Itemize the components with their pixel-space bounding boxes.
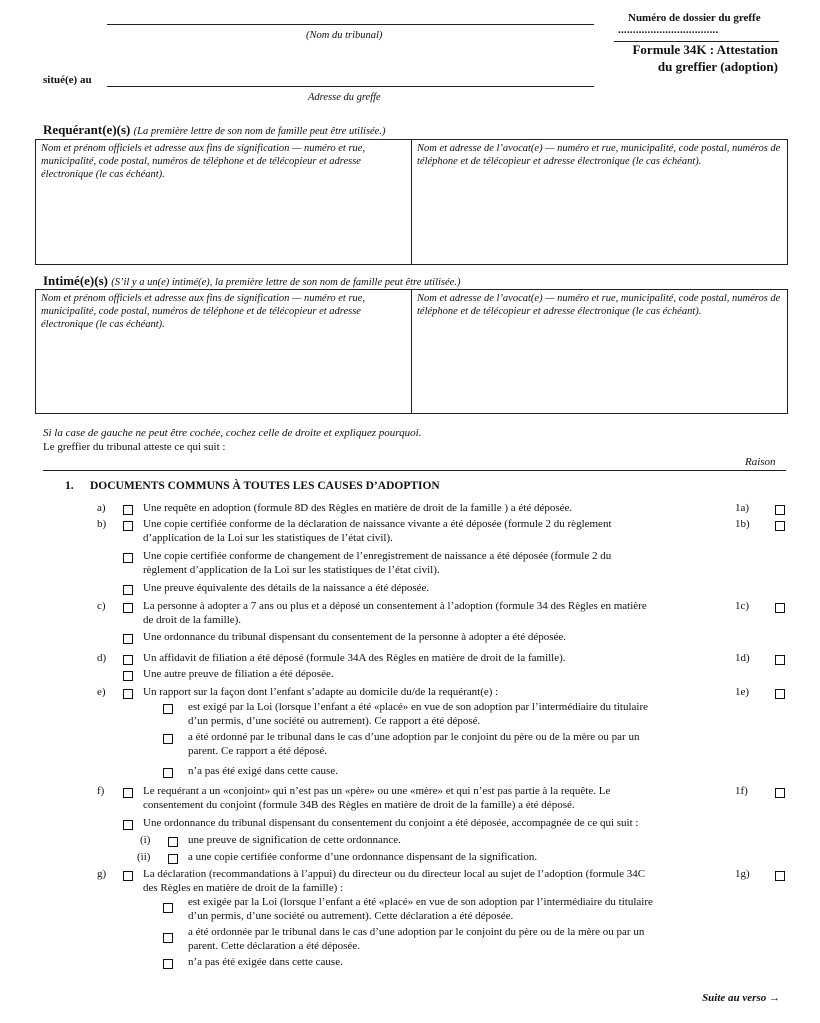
item-e-text: Un rapport sur la façon dont l’enfant s’adapte au domicile du/de la requérant(e) : [143,686,499,698]
item-d-letter: d) [97,652,107,664]
item-a-letter: a) [97,502,106,514]
item-b1-text-cont: d’application de la Loi sur les statistiques de l’état civil). [143,532,393,544]
item-g-sub1-checkbox[interactable] [163,903,173,913]
item-g-ref: 1g) [735,868,750,880]
item-f2-checkbox[interactable] [123,820,133,830]
item-f-ii-text: a une copie certifiée conforme d’une ordonnance dispensant de la signification. [188,851,538,863]
item-f-i-checkbox[interactable] [168,837,178,847]
item-g-text: La déclaration (recommandations à l’appui) du directeur ou du directeur local au sujet de l’adoption (formule 34C [143,868,646,880]
item-e-sub2-text: a été ordonné par le tribunal dans le cas d’une adoption par le conjoint du père ou de la mère ou par un [188,731,640,743]
item-b-ref: 1b) [735,518,750,530]
title-separator [614,41,779,42]
item-g-sub1-text-cont: d’un permis, d’une société ou autrement). Cette déclaration a été déposée. [188,910,514,922]
item-b-letter: b) [97,518,107,530]
item-f-letter: f) [97,785,105,797]
item-d-reason-checkbox[interactable] [775,655,785,665]
item-g-sub2-text: a été ordonnée par le tribunal dans le cas d’une adoption par le conjoint du père ou de la mère ou par un [188,926,645,938]
item-b2-text-cont: règlement d’application de la Loi sur les statistiques de l’état civil). [143,564,440,576]
item-g-text-cont: des Règles en matière de droit de la famille) : [143,882,344,894]
reason-label: Raison [745,456,776,468]
section1-number: 1. [65,480,74,492]
item-a-reason-checkbox[interactable] [775,505,785,515]
item-b1-text: Une copie certifiée conforme de la déclaration de naissance vivante a été déposée (formule 2 du règlement [143,518,612,530]
item-f-i-text: une preuve de signification de cette ordonnance. [188,834,401,846]
item-e-letter: e) [97,686,106,698]
file-number-field[interactable]: .................................. [618,24,719,36]
continue-on-back: Suite au verso → [702,992,780,1004]
item-b2-checkbox[interactable] [123,553,133,563]
item-f-ii-checkbox[interactable] [168,854,178,864]
item-a-checkbox[interactable] [123,505,133,515]
registry-address-caption: Adresse du greffe [308,92,381,103]
item-e-ref: 1e) [735,686,750,698]
item-f1-text: Le requérant a un «conjoint» qui n’est pas un «père» ou une «mère» et qui n’est pas partie à la requête. Le [143,785,611,797]
item-d1-text: Un affidavit de filiation a été déposé (formule 34A des Règles en matière de droit de la famille). [143,652,566,664]
item-g-letter: g) [97,868,107,880]
applicant-lawyer-cell[interactable]: Nom et adresse de l’avocat(e) — numéro et rue, municipalité, code postal, numéros de téléphone et de télécopieur et adresse électronique (le cas échéant). [417,143,781,168]
item-c1-checkbox[interactable] [123,603,133,613]
item-b3-text: Une preuve équivalente des détails de la naissance a été déposée. [143,582,430,594]
item-b1-checkbox[interactable] [123,521,133,531]
item-f2-text: Une ordonnance du tribunal dispensant du consentement du conjoint a été déposée, accompagnée de ce qui suit : [143,817,639,829]
item-b2-text: Une copie certifiée conforme de changement de l’enregistrement de naissance a été déposée (formule 2 du [143,550,612,562]
item-c1-text: La personne à adopter a 7 ans ou plus et a déposé un consentement à l’adoption (formule 34 des Règles en matière [143,600,647,612]
section-separator [43,470,786,471]
item-f-ii-label: (ii) [137,851,151,863]
item-f1-checkbox[interactable] [123,788,133,798]
item-c1-text-cont: de droit de la famille). [143,614,242,626]
applicant-heading-row [43,122,385,138]
item-e-reason-checkbox[interactable] [775,689,785,699]
item-c2-checkbox[interactable] [123,634,133,644]
applicant-note: (La première lettre de son nom de famille peut être utilisée.) [133,126,386,137]
item-a-text: Une requête en adoption (formule 8D des Règles en matière de droit de la famille ) a été déposée. [143,502,573,514]
item-e-sub3-text: n’a pas été exigé dans cette cause. [188,765,338,777]
item-d2-checkbox[interactable] [123,671,133,681]
item-d-ref: 1d) [735,652,750,664]
item-e-sub1-checkbox[interactable] [163,704,173,714]
item-c-reason-checkbox[interactable] [775,603,785,613]
item-e-sub3-checkbox[interactable] [163,768,173,778]
item-g-sub1-text: est exigée par la Loi (lorsque l’enfant a été «placé» en vue de son adoption par l’intermédiaire du titulaire [188,896,653,908]
item-b3-checkbox[interactable] [123,585,133,595]
item-g-checkbox[interactable] [123,871,133,881]
section1-title: DOCUMENTS COMMUNS À TOUTES LES CAUSES D’ADOPTION [90,480,440,492]
item-g-sub3-checkbox[interactable] [163,959,173,969]
item-c-letter: c) [97,600,106,612]
court-name-line [107,24,594,25]
item-g-sub2-checkbox[interactable] [163,933,173,943]
instruction-line2: Le greffier du tribunal atteste ce qui suit : [43,441,226,453]
respondent-lawyer-cell[interactable]: Nom et adresse de l’avocat(e) — numéro et rue, municipalité, code postal, numéros de téléphone et de télécopieur et adresse électronique (le cas échéant). [417,293,781,318]
item-f1-text-cont: consentement du conjoint (formule 34B des Règles en matière de droit de la famille) a été déposé. [143,799,575,811]
registry-address-line [107,86,594,87]
respondent-heading: Intimé(e)(s) [43,273,108,288]
item-a-ref: 1a) [735,502,750,514]
form-title-line2: du greffier (adoption) [657,59,778,74]
respondent-note: (S’il y a un(e) intimé(e), la première lettre de son nom de famille peut être utilisée.) [111,277,461,288]
item-e-sub2-text-cont: parent. Ce rapport a été déposé. [188,745,327,757]
located-at-label: situé(e) au [43,74,92,86]
item-g-sub3-text: n’a pas été exigée dans cette cause. [188,956,343,968]
court-name-caption: (Nom du tribunal) [306,30,383,41]
item-e-checkbox[interactable] [123,689,133,699]
applicant-box [35,139,788,265]
applicant-name-cell[interactable]: Nom et prénom officiels et adresse aux fins de signification — numéro et rue, municipalité, code postal, numéros de téléphone et de télécopieur et adresse électronique (le cas échéant). [36,140,412,264]
instruction-line1: Si la case de gauche ne peut être cochée, cochez celle de droite et expliquez pourquoi. [43,427,422,439]
item-d1-checkbox[interactable] [123,655,133,665]
item-e-sub1-text: est exigé par la Loi (lorsque l’enfant a été «placé» en vue de son adoption par l’intermédiaire du titulaire [188,701,648,713]
file-number-label: Numéro de dossier du greffe [628,12,761,24]
form-title-line1: Formule 34K : Attestation [632,42,778,57]
respondent-name-cell[interactable]: Nom et prénom officiels et adresse aux fins de signification — numéro et rue, municipalité, code postal, numéros de téléphone et de télécopieur et adresse électronique (le cas échéant). [36,290,412,413]
item-g-reason-checkbox[interactable] [775,871,785,881]
item-d2-text: Une autre preuve de filiation a été déposée. [143,668,334,680]
respondent-box [35,289,788,414]
item-b-reason-checkbox[interactable] [775,521,785,531]
item-f-i-label: (i) [140,834,151,846]
item-g-sub2-text-cont: parent. Cette déclaration a été déposée. [188,940,360,952]
applicant-heading: Requérant(e)(s) [43,122,131,137]
respondent-heading-row [43,273,460,289]
item-f-ref: 1f) [735,785,748,797]
item-e-sub1-text-cont: d’un permis, d’une société ou autrement). Ce rapport a été déposé. [188,715,481,727]
item-f-reason-checkbox[interactable] [775,788,785,798]
item-c-ref: 1c) [735,600,750,612]
item-e-sub2-checkbox[interactable] [163,734,173,744]
item-c2-text: Une ordonnance du tribunal dispensant du consentement de la personne à adopter a été déposée. [143,631,567,643]
